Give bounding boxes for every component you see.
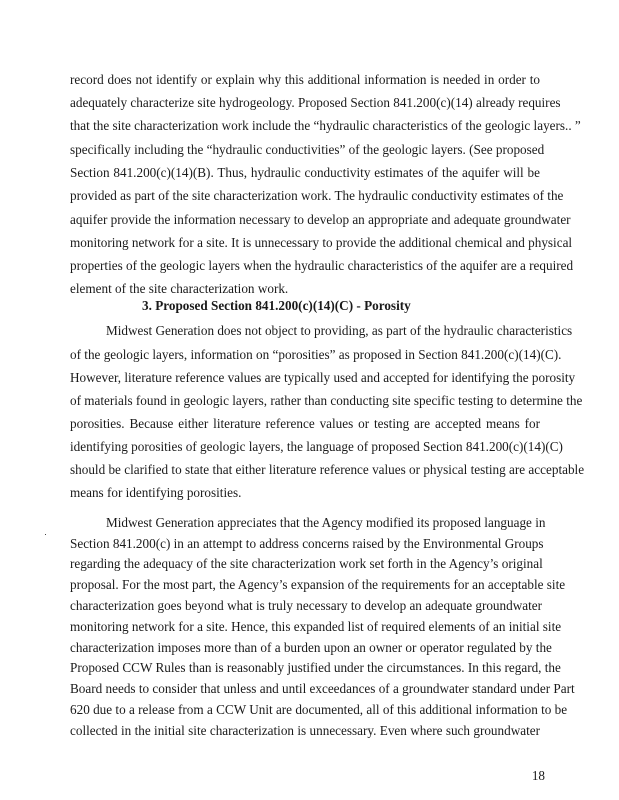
text-line: of the geologic layers, information on “porosities” as proposed in Section 841.200(c)(14)(C). (70, 347, 562, 362)
text-line: characterization goes beyond what is truly necessary to develop an adequate groundwater (70, 598, 543, 613)
section-heading: 3. Proposed Section 841.200(c)(14)(C) - Porosity (142, 298, 411, 313)
text-line: means for identifying porosities. (70, 485, 242, 500)
text-line: element of the site characterization work. (70, 281, 289, 296)
text-line: However, literature reference values are typically used and accepted for identifying the porosity (70, 370, 576, 385)
text-line: should be clarified to state that either literature reference values or physical testing are acceptable (70, 462, 585, 477)
text-line: 620 due to a release from a CCW Unit are documented, all of this additional information to be (70, 702, 568, 717)
text-line: regarding the adequacy of the site characterization work set forth in the Agency’s original (70, 556, 543, 571)
text-line: proposal. For the most part, the Agency’s expansion of the requirements for an acceptable site (70, 577, 566, 592)
text-line: properties of the geologic layers when the hydraulic characteristics of the aquifer are a required (70, 258, 574, 273)
text-line: characterization imposes more than of a burden upon an owner or operator regulated by the (70, 640, 552, 655)
text-line: that the site characterization work include the “hydraulic characteristics of the geologic layers.. ” (70, 118, 581, 133)
text-line: Midwest Generation appreciates that the Agency modified its proposed language in (106, 515, 546, 530)
scan-speck (45, 534, 46, 535)
text-line: Board needs to consider that unless and until exceedances of a groundwater standard under Part (70, 681, 575, 696)
text-line: Proposed CCW Rules than is reasonably justified under the circumstances. In this regard, the (70, 660, 561, 675)
text-line: of materials found in geologic layers, rather than conducting site specific testing to determine the (70, 393, 583, 408)
page-number: 18 (531, 768, 545, 783)
text-line: provided as part of the site characterization work. The hydraulic conductivity estimates of the (70, 188, 564, 203)
text-line: monitoring network for a site. It is unnecessary to provide the additional chemical and physical (70, 235, 573, 250)
text-line: specifically including the “hydraulic conductivities” of the geologic layers. (See proposed (70, 142, 545, 157)
text-line: Section 841.200(c) in an attempt to address concerns raised by the Environmental Groups (70, 536, 544, 551)
text-line: adequately characterize site hydrogeology. Proposed Section 841.200(c)(14) already requires (70, 95, 561, 110)
text-line: monitoring network for a site. Hence, this expanded list of required elements of an initial site (70, 619, 562, 634)
text-line: record does not identify or explain why this additional information is needed in order to (70, 72, 540, 87)
text-line: Section 841.200(c)(14)(B). Thus, hydraulic conductivity estimates of the aquifer will be (70, 165, 540, 180)
text-line: collected in the initial site characterization is unnecessary. Even where such groundwater (70, 723, 540, 738)
text-line: porosities. Because either literature reference values or testing are accepted means for (70, 416, 540, 431)
text-line: aquifer provide the information necessary to develop an appropriate and adequate groundwater (70, 212, 571, 227)
text-line: Midwest Generation does not object to providing, as part of the hydraulic characteristics (106, 323, 573, 338)
text-line: identifying porosities of geologic layers, the language of proposed Section 841.200(c)(14)(C) (70, 439, 563, 454)
